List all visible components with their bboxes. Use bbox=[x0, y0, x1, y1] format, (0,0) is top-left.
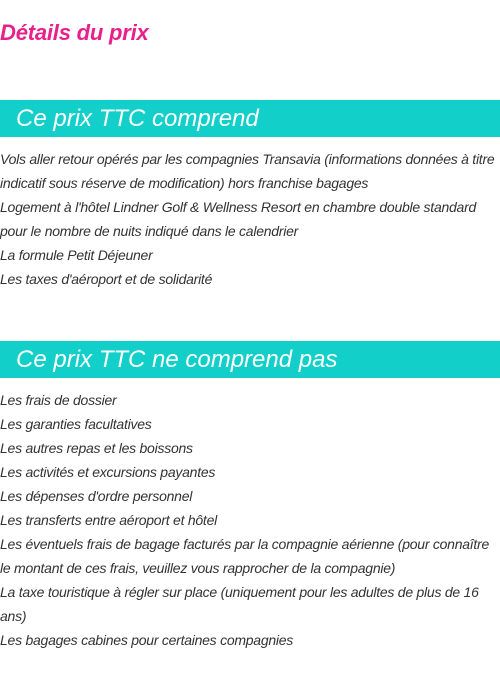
list-item: Les taxes d'aéroport et de solidarité bbox=[0, 271, 213, 287]
included-section-header: Ce prix TTC comprend bbox=[0, 100, 500, 137]
list-item: La formule Petit Déjeuner bbox=[0, 247, 153, 263]
list-item: Logement à l'hôtel Lindner Golf & Wellness Resort en chambre double standard pour le nombre de nuits indiqué dans le calendrier bbox=[0, 199, 477, 239]
list-item: Les garanties facultatives bbox=[0, 416, 152, 432]
list-item: La taxe touristique à régler sur place (uniquement pour les adultes de plus de 16 ans) bbox=[0, 584, 479, 624]
list-item: Les autres repas et les boissons bbox=[0, 440, 193, 456]
excluded-section-header: Ce prix TTC ne comprend pas bbox=[0, 341, 500, 378]
included-items-list bbox=[0, 147, 500, 291]
list-item: Les frais de dossier bbox=[0, 392, 117, 408]
excluded-items-list bbox=[0, 388, 500, 652]
list-item: Les activités et excursions payantes bbox=[0, 464, 216, 480]
list-item: Les dépenses d'ordre personnel bbox=[0, 488, 193, 504]
list-item: Les bagages cabines pour certaines compagnies bbox=[0, 632, 294, 648]
list-item: Les transferts entre aéroport et hôtel bbox=[0, 512, 217, 528]
page-title: Détails du prix bbox=[0, 20, 149, 45]
list-item: Vols aller retour opérés par les compagnies Transavia (informations données à titre indicatif sous réserve de modification) hors franchise bagages bbox=[0, 151, 495, 191]
list-item: Les éventuels frais de bagage facturés par la compagnie aérienne (pour connaître le montant de ces frais, veuillez vous rapprocher de la compagnie) bbox=[0, 536, 489, 576]
